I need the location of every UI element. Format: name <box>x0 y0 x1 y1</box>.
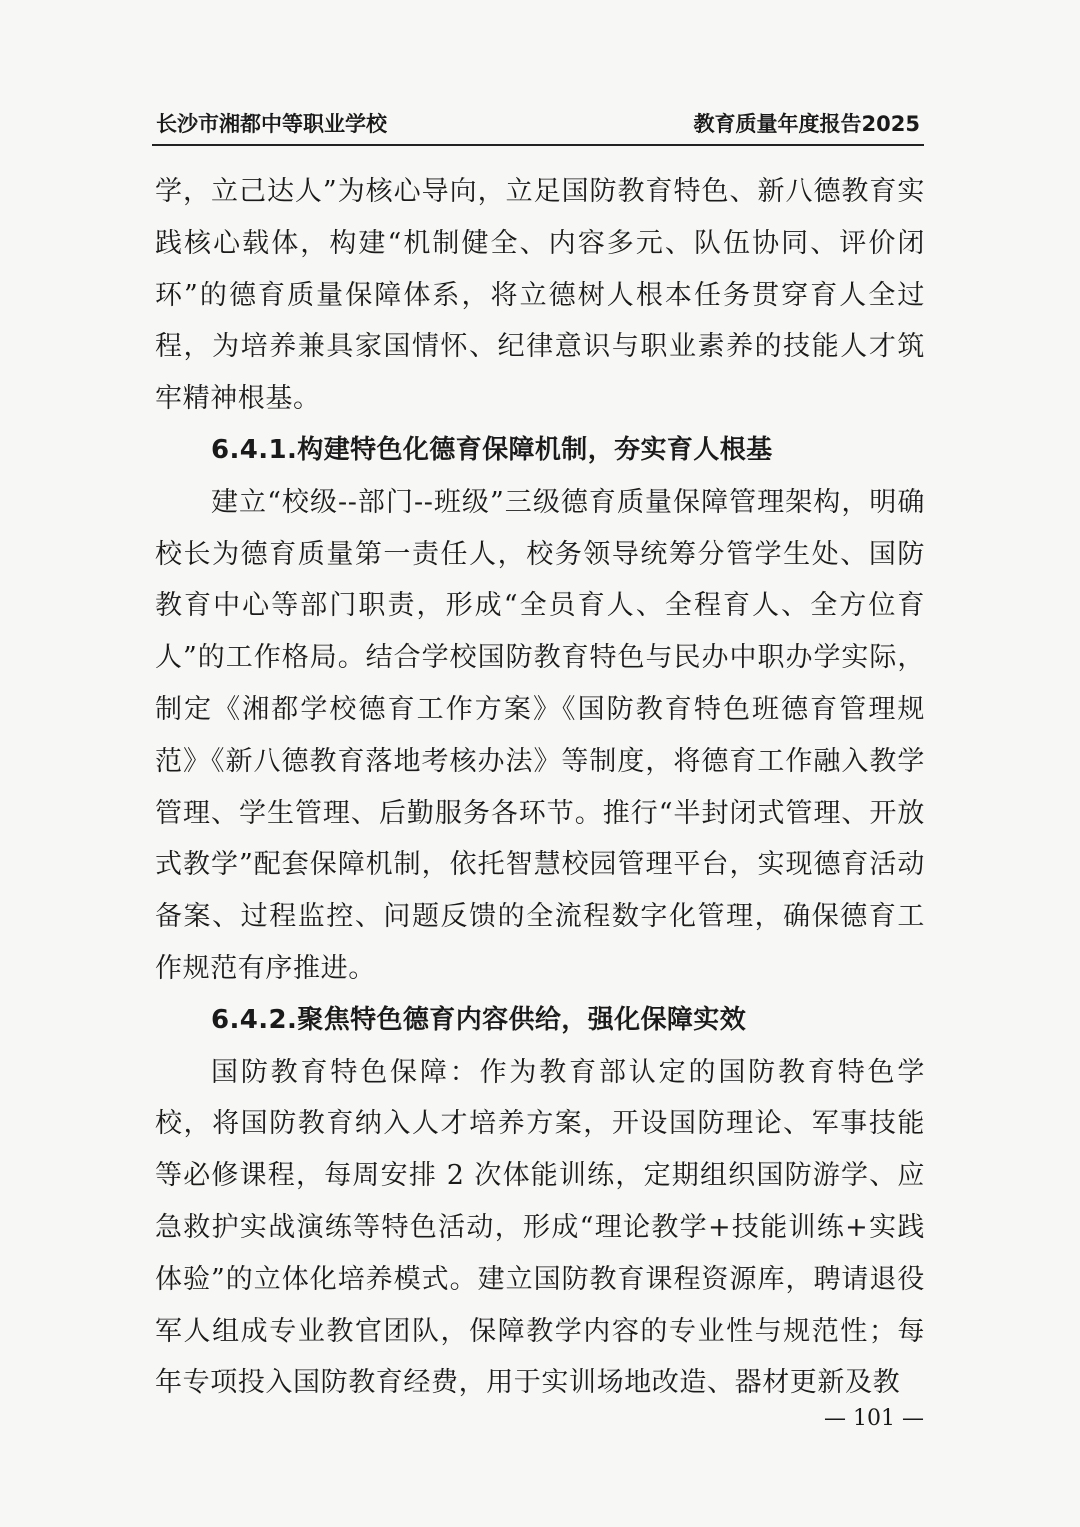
school-name: 长沙市湘都中等职业学校 <box>156 112 387 136</box>
page-body <box>155 166 925 1409</box>
section-heading-6-4-1: 6.4.1.构建特色化德育保障机制，夯实育人根基 <box>211 434 773 465</box>
intro-paragraph: 学，立己达人”为核心导向，立足国防教育特色、新八德教育实践核心载体，构建“机制健全、内容多元、队伍协同、评价闭环”的德育质量保障体系，将立德树人根本任务贯穿育人全过程，为培养兼具家国情怀、纪律意识与职业素养的技能人才筑牢精神根基。 <box>155 176 925 415</box>
section-paragraph-6-4-1: 建立“校级--部门--班级”三级德育质量保障管理架构，明确校长为德育质量第一责任人，校务领导统筹分管学生处、国防教育中心等部门职责，形成“全员育人、全程育人、全方位育人”的工作格局。结合学校国防教育特色与民办中职办学实际，制定《湘都学校德育工作方案》《国防教育特色班德育管理规范》《新八德教育落地考核办法》等制度，将德育工作融入教学管理、学生管理、后勤服务各环节。推行“半封闭式管理、开放式教学”配套保障机制，依托智慧校园管理平台，实现德育活动备案、过程监控、问题反馈的全流程数字化管理，确保德育工作规范有序推进。 <box>155 486 925 984</box>
section-paragraph-6-4-2: 国防教育特色保障：作为教育部认定的国防教育特色学校，将国防教育纳入人才培养方案，开设国防理论、军事技能等必修课程，每周安排 2 次体能训练，定期组织国防游学、应急救护实战演练等特色活动，形成“理论教学+技能训练+实践体验”的立体化培养模式。建立国防教育课程资源库，聘请退役军人组成专业教官团队，保障教学内容的专业性与规范性；每年专项投入国防教育经费，用于实训场地改造、器材更新及教 <box>155 1056 925 1399</box>
report-title: 教育质量年度报告2025 <box>693 112 920 136</box>
page-header <box>152 108 924 146</box>
page-number: — 101 — <box>824 1406 924 1431</box>
section-heading-6-4-2: 6.4.2.聚焦特色德育内容供给，强化保障实效 <box>211 1004 747 1035</box>
